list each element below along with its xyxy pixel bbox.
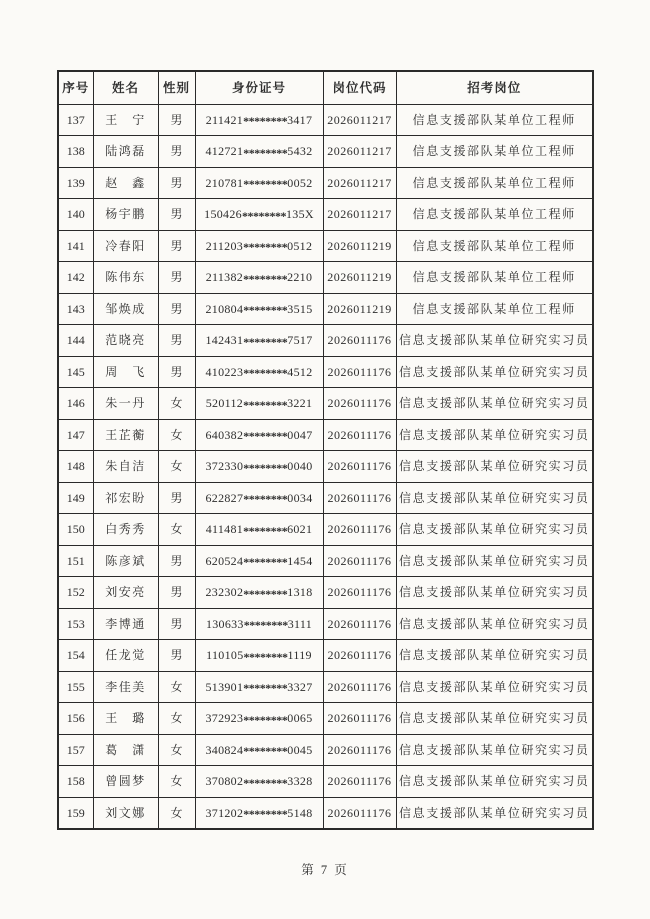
column-header: 序号 xyxy=(58,71,93,104)
masked-digits: ******** xyxy=(243,807,288,822)
table-cell-position: 信息支援部队某单位工程师 xyxy=(396,230,593,262)
table-cell-no: 152 xyxy=(58,577,93,609)
table-cell-position: 信息支援部队某单位研究实习员 xyxy=(396,577,593,609)
table-cell-id: 372923********0065 xyxy=(195,703,323,735)
table-cell-no: 153 xyxy=(58,608,93,640)
table-cell-name: 陈彦斌 xyxy=(93,545,158,577)
table-row xyxy=(58,325,593,357)
table-cell-gender: 女 xyxy=(158,419,195,451)
table-cell-no: 159 xyxy=(58,797,93,829)
masked-digits: ******** xyxy=(241,208,286,223)
table-cell-no: 157 xyxy=(58,734,93,766)
column-header: 岗位代码 xyxy=(323,71,396,104)
table-cell-gender: 男 xyxy=(158,262,195,294)
masked-digits: ******** xyxy=(243,429,288,444)
table-cell-id: 210804********3515 xyxy=(195,293,323,325)
table-cell-position: 信息支援部队某单位研究实习员 xyxy=(396,356,593,388)
table-cell-no: 150 xyxy=(58,514,93,546)
table-row xyxy=(58,293,593,325)
table-cell-name: 朱一丹 xyxy=(93,388,158,420)
table-cell-position: 信息支援部队某单位工程师 xyxy=(396,293,593,325)
table-cell-name: 任龙觉 xyxy=(93,640,158,672)
table-cell-gender: 女 xyxy=(158,671,195,703)
table-row xyxy=(58,797,593,829)
masked-digits: ******** xyxy=(243,177,288,192)
table-cell-position: 信息支援部队某单位研究实习员 xyxy=(396,482,593,514)
table-cell-code: 2026011176 xyxy=(323,734,396,766)
table-cell-name: 刘安亮 xyxy=(93,577,158,609)
table-cell-position: 信息支援部队某单位研究实习员 xyxy=(396,734,593,766)
table-cell-name: 李博通 xyxy=(93,608,158,640)
table-cell-name: 朱自洁 xyxy=(93,451,158,483)
table-cell-code: 2026011176 xyxy=(323,703,396,735)
table-cell-code: 2026011219 xyxy=(323,262,396,294)
table-cell-gender: 女 xyxy=(158,451,195,483)
page-number: 第 7 页 xyxy=(301,863,349,877)
table-cell-code: 2026011176 xyxy=(323,671,396,703)
table-cell-position: 信息支援部队某单位研究实习员 xyxy=(396,388,593,420)
table-cell-gender: 男 xyxy=(158,325,195,357)
table-cell-id: 110105********1119 xyxy=(195,640,323,672)
table-row xyxy=(58,640,593,672)
table-row xyxy=(58,671,593,703)
table-cell-code: 2026011176 xyxy=(323,577,396,609)
table-cell-no: 148 xyxy=(58,451,93,483)
table-cell-position: 信息支援部队某单位工程师 xyxy=(396,199,593,231)
table-cell-gender: 女 xyxy=(158,766,195,798)
table-cell-no: 141 xyxy=(58,230,93,262)
table-cell-code: 2026011176 xyxy=(323,482,396,514)
table-cell-gender: 男 xyxy=(158,608,195,640)
masked-digits: ******** xyxy=(243,492,288,507)
column-header: 身份证号 xyxy=(195,71,323,104)
table-cell-position: 信息支援部队某单位研究实习员 xyxy=(396,514,593,546)
table-cell-name: 周 飞 xyxy=(93,356,158,388)
table-cell-code: 2026011176 xyxy=(323,356,396,388)
column-header: 性别 xyxy=(158,71,195,104)
table-row xyxy=(58,388,593,420)
table-cell-no: 158 xyxy=(58,766,93,798)
table-cell-id: 130633********3111 xyxy=(195,608,323,640)
table-row xyxy=(58,199,593,231)
table-cell-gender: 男 xyxy=(158,577,195,609)
table-cell-position: 信息支援部队某单位研究实习员 xyxy=(396,451,593,483)
table-header xyxy=(58,71,593,104)
column-header: 招考岗位 xyxy=(396,71,593,104)
table-cell-position: 信息支援部队某单位研究实习员 xyxy=(396,766,593,798)
table-row xyxy=(58,514,593,546)
table-cell-gender: 女 xyxy=(158,797,195,829)
table-cell-name: 范晓亮 xyxy=(93,325,158,357)
table-cell-code: 2026011176 xyxy=(323,608,396,640)
table-cell-position: 信息支援部队某单位工程师 xyxy=(396,136,593,168)
table-cell-position: 信息支援部队某单位研究实习员 xyxy=(396,419,593,451)
table-cell-gender: 男 xyxy=(158,356,195,388)
table-cell-code: 2026011176 xyxy=(323,325,396,357)
table-cell-no: 155 xyxy=(58,671,93,703)
table-cell-id: 211203********0512 xyxy=(195,230,323,262)
table-row xyxy=(58,734,593,766)
table-cell-code: 2026011176 xyxy=(323,640,396,672)
table-cell-id: 340824********0045 xyxy=(195,734,323,766)
table-cell-no: 138 xyxy=(58,136,93,168)
table-cell-no: 140 xyxy=(58,199,93,231)
table-cell-code: 2026011217 xyxy=(323,199,396,231)
table-cell-name: 赵 鑫 xyxy=(93,167,158,199)
table-cell-code: 2026011176 xyxy=(323,545,396,577)
table-cell-name: 祁宏盼 xyxy=(93,482,158,514)
table-cell-no: 139 xyxy=(58,167,93,199)
masked-digits: ******** xyxy=(243,366,288,381)
table-cell-no: 147 xyxy=(58,419,93,451)
table-cell-id: 371202********5148 xyxy=(195,797,323,829)
table-cell-id: 640382********0047 xyxy=(195,419,323,451)
table-cell-code: 2026011217 xyxy=(323,167,396,199)
masked-digits: ******** xyxy=(243,523,288,538)
table-cell-no: 146 xyxy=(58,388,93,420)
table-cell-position: 信息支援部队某单位研究实习员 xyxy=(396,671,593,703)
table-row xyxy=(58,451,593,483)
table-cell-no: 154 xyxy=(58,640,93,672)
table-cell-code: 2026011217 xyxy=(323,104,396,136)
table-row xyxy=(58,608,593,640)
table-cell-name: 王 璐 xyxy=(93,703,158,735)
table-cell-gender: 女 xyxy=(158,703,195,735)
table-cell-id: 520112********3221 xyxy=(195,388,323,420)
table-cell-code: 2026011176 xyxy=(323,766,396,798)
table-cell-position: 信息支援部队某单位研究实习员 xyxy=(396,797,593,829)
table-cell-code: 2026011176 xyxy=(323,419,396,451)
table-cell-name: 邹焕成 xyxy=(93,293,158,325)
table-cell-name: 杨宇鹏 xyxy=(93,199,158,231)
recruitment-roster-table xyxy=(57,70,594,830)
table-cell-id: 620524********1454 xyxy=(195,545,323,577)
masked-digits: ******** xyxy=(243,460,288,475)
table-cell-position: 信息支援部队某单位研究实习员 xyxy=(396,325,593,357)
table-row xyxy=(58,104,593,136)
masked-digits: ******** xyxy=(243,145,288,160)
table-cell-code: 2026011217 xyxy=(323,136,396,168)
masked-digits: ******** xyxy=(243,681,288,696)
table-cell-gender: 男 xyxy=(158,230,195,262)
table-cell-name: 王 宁 xyxy=(93,104,158,136)
masked-digits: ******** xyxy=(243,271,288,286)
table-cell-code: 2026011219 xyxy=(323,293,396,325)
table-cell-id: 232302********1318 xyxy=(195,577,323,609)
table-cell-id: 411481********6021 xyxy=(195,514,323,546)
table-cell-gender: 女 xyxy=(158,514,195,546)
table-cell-no: 142 xyxy=(58,262,93,294)
table-row xyxy=(58,136,593,168)
table-cell-code: 2026011176 xyxy=(323,514,396,546)
table-cell-id: 142431********7517 xyxy=(195,325,323,357)
table-header-row xyxy=(58,71,593,104)
table-cell-gender: 男 xyxy=(158,136,195,168)
column-header: 姓名 xyxy=(93,71,158,104)
masked-digits: ******** xyxy=(243,744,288,759)
masked-digits: ******** xyxy=(243,775,288,790)
table-row xyxy=(58,545,593,577)
table-cell-position: 信息支援部队某单位工程师 xyxy=(396,104,593,136)
table-row xyxy=(58,703,593,735)
table-body xyxy=(58,104,593,829)
table-cell-id: 412721********5432 xyxy=(195,136,323,168)
table-cell-name: 王芷蘅 xyxy=(93,419,158,451)
masked-digits: ******** xyxy=(243,586,288,601)
table-row xyxy=(58,230,593,262)
masked-digits: ******** xyxy=(243,240,288,255)
table-cell-gender: 男 xyxy=(158,640,195,672)
table-cell-position: 信息支援部队某单位研究实习员 xyxy=(396,608,593,640)
table-cell-name: 曾圆梦 xyxy=(93,766,158,798)
table-row xyxy=(58,482,593,514)
table-cell-code: 2026011219 xyxy=(323,230,396,262)
table-cell-id: 211421********3417 xyxy=(195,104,323,136)
table-cell-name: 葛 潇 xyxy=(93,734,158,766)
table-cell-no: 145 xyxy=(58,356,93,388)
table-cell-position: 信息支援部队某单位研究实习员 xyxy=(396,640,593,672)
table-cell-name: 冷春阳 xyxy=(93,230,158,262)
table-cell-name: 陈伟东 xyxy=(93,262,158,294)
table-cell-id: 211382********2210 xyxy=(195,262,323,294)
masked-digits: ******** xyxy=(243,649,288,664)
table-cell-id: 513901********3327 xyxy=(195,671,323,703)
table-cell-id: 622827********0034 xyxy=(195,482,323,514)
table-cell-code: 2026011176 xyxy=(323,797,396,829)
table-cell-position: 信息支援部队某单位研究实习员 xyxy=(396,703,593,735)
table-row xyxy=(58,262,593,294)
table-cell-no: 149 xyxy=(58,482,93,514)
table-cell-gender: 男 xyxy=(158,104,195,136)
table-cell-position: 信息支援部队某单位工程师 xyxy=(396,167,593,199)
table-cell-gender: 男 xyxy=(158,545,195,577)
table-cell-no: 137 xyxy=(58,104,93,136)
table-cell-gender: 男 xyxy=(158,167,195,199)
table-cell-id: 410223********4512 xyxy=(195,356,323,388)
masked-digits: ******** xyxy=(243,114,288,129)
table-cell-gender: 女 xyxy=(158,388,195,420)
table-cell-no: 143 xyxy=(58,293,93,325)
masked-digits: ******** xyxy=(243,397,288,412)
table-cell-id: 150426********135X xyxy=(195,199,323,231)
table-cell-position: 信息支援部队某单位工程师 xyxy=(396,262,593,294)
table-row xyxy=(58,577,593,609)
masked-digits: ******** xyxy=(243,555,288,570)
masked-digits: ******** xyxy=(243,618,288,633)
table-cell-name: 陆鸿磊 xyxy=(93,136,158,168)
table-cell-code: 2026011176 xyxy=(323,451,396,483)
table-cell-no: 151 xyxy=(58,545,93,577)
table-cell-gender: 男 xyxy=(158,199,195,231)
table-cell-gender: 男 xyxy=(158,293,195,325)
table-row xyxy=(58,356,593,388)
table-row xyxy=(58,419,593,451)
table-row xyxy=(58,766,593,798)
table-cell-id: 370802********3328 xyxy=(195,766,323,798)
table-cell-gender: 男 xyxy=(158,482,195,514)
table-cell-code: 2026011176 xyxy=(323,388,396,420)
table-cell-name: 白秀秀 xyxy=(93,514,158,546)
table-cell-gender: 女 xyxy=(158,734,195,766)
table-cell-name: 刘文娜 xyxy=(93,797,158,829)
table-cell-id: 210781********0052 xyxy=(195,167,323,199)
table-cell-no: 156 xyxy=(58,703,93,735)
table-row xyxy=(58,167,593,199)
table-cell-no: 144 xyxy=(58,325,93,357)
masked-digits: ******** xyxy=(243,712,288,727)
table-cell-position: 信息支援部队某单位研究实习员 xyxy=(396,545,593,577)
masked-digits: ******** xyxy=(243,334,288,349)
table-cell-name: 李佳美 xyxy=(93,671,158,703)
masked-digits: ******** xyxy=(243,303,288,318)
table-cell-id: 372330********0040 xyxy=(195,451,323,483)
